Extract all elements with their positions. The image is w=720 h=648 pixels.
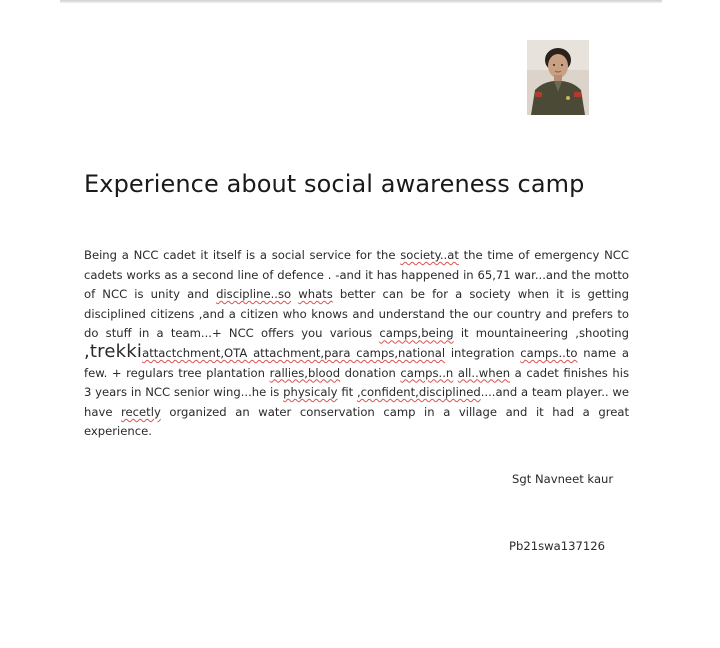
- document-title: Experience about social awareness camp: [84, 170, 585, 198]
- registration-number: Pb21swa137126: [509, 539, 605, 553]
- text-run: organized an water conservation camp in a village and it had a great experience.: [84, 404, 629, 439]
- enlarged-text: ,trekki: [84, 340, 143, 362]
- misspelled-word: society..at: [400, 248, 459, 262]
- text-run: ....and a team player.. we have: [84, 385, 629, 419]
- cadet-portrait-photo: [527, 40, 589, 115]
- misspelled-word: camps,being: [379, 326, 454, 341]
- misspelled-word: all..when: [457, 365, 511, 380]
- misspelled-word: camps..to: [520, 345, 578, 360]
- text-run: donation: [340, 365, 401, 380]
- body-paragraph: [84, 246, 629, 442]
- text-run: integration: [445, 345, 521, 360]
- misspelled-word: recetly: [121, 404, 161, 419]
- misspelled-word: ,confident,disciplined: [356, 385, 481, 400]
- misspelled-word: whats: [298, 287, 333, 302]
- portrait-illustration: [527, 40, 589, 115]
- misspelled-word: rallies,blood: [269, 365, 341, 380]
- text-run: the time of emergency NCC cadets works as a second line of defence . -and it has happened in 65,71 war...and the motto of NCC is unity and: [84, 248, 629, 302]
- misspelled-word: discipline..so: [216, 287, 292, 302]
- misspelled-word: physicaly: [283, 385, 338, 400]
- author-signature: Sgt Navneet kaur: [512, 472, 614, 486]
- misspelled-word: attactchment,OTA attachment,para camps,national: [142, 345, 446, 360]
- text-run: fit: [337, 385, 357, 400]
- misspelled-word: camps..n: [400, 365, 454, 380]
- page-top-edge: [60, 0, 662, 3]
- text-run: a cadet finishes his 3 years in NCC senior wing...he is: [84, 365, 630, 400]
- text-run: Being a NCC cadet it itself is a social service for the: [84, 248, 401, 262]
- text-run: better can be for a society when it is getting disciplined citizens ,and a citizen who knows and understand the our country and prefers to do stuff in a team...+ NCC offers you various: [84, 287, 630, 341]
- text-run: it mountaineering ,shooting: [453, 326, 629, 341]
- text-run: name a few. + regulars tree plantation: [84, 345, 629, 380]
